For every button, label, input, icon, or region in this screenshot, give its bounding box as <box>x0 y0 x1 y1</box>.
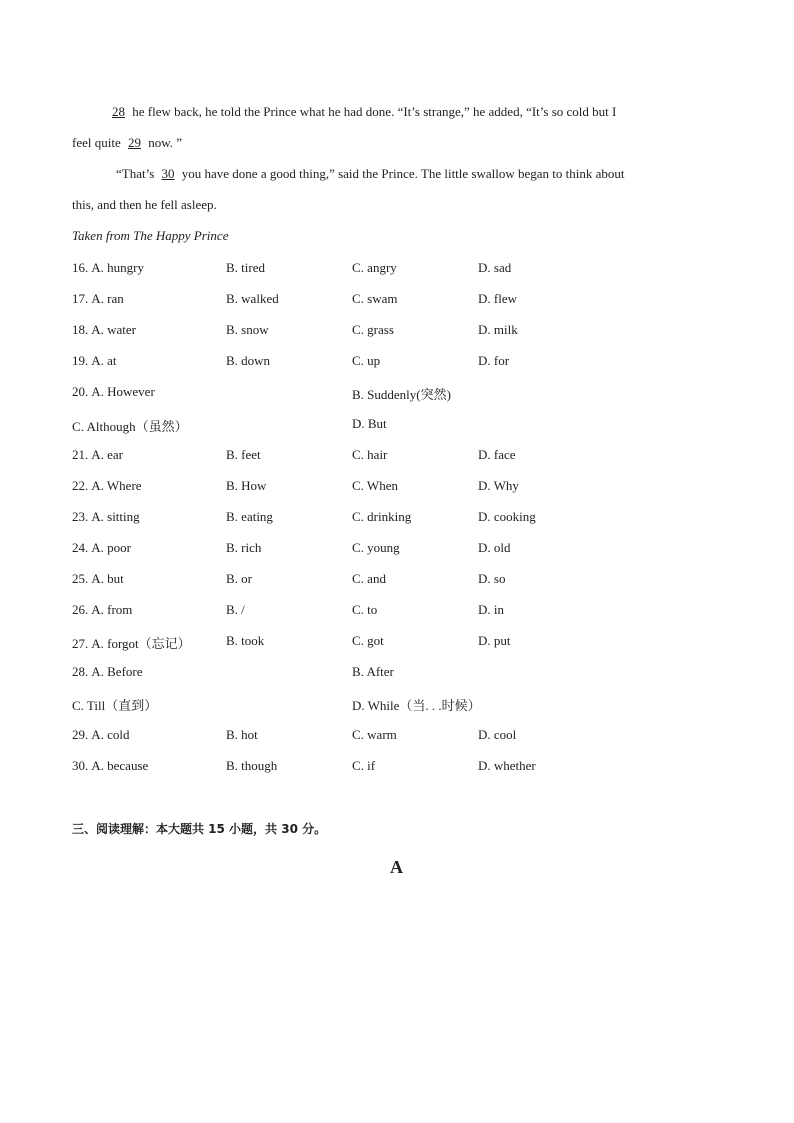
question-25-option-d: D. so <box>478 571 506 586</box>
question-29-option-c: C. warm <box>352 727 397 742</box>
option-a: A. cold <box>91 727 130 742</box>
question-number: 18. <box>72 322 89 337</box>
question-29-option-a <box>72 727 130 743</box>
question-number: 17. <box>72 291 89 306</box>
question-number: 23. <box>72 509 89 524</box>
passage-line-4: this, and then he fell asleep. <box>72 197 217 212</box>
question-27-option-c: C. got <box>352 633 384 648</box>
option-a: A. ran <box>91 291 124 306</box>
blank-30: 30 <box>161 166 175 181</box>
question-19-option-c: C. up <box>352 353 381 368</box>
question-number: 19. <box>72 353 89 368</box>
question-number: 27. <box>72 636 89 651</box>
question-number: 28. <box>72 664 89 679</box>
question-27-option-d: D. put <box>478 633 511 648</box>
passage-line-3: “That’s 30 you have done a good thing,” said the Prince. The little swallow began to think about <box>116 166 625 181</box>
question-21-option-c: C. hair <box>352 447 388 462</box>
passage-line-2: feel quite 29 now. ” <box>72 135 183 150</box>
passage-line-1: 28 he flew back, he told the Prince what he had done. “It’s strange,” he added, “It’s so cold but I <box>108 104 616 120</box>
question-24-option-b: B. rich <box>226 540 262 555</box>
option-a: A. Before <box>91 664 143 679</box>
question-number: 24. <box>72 540 89 555</box>
option-a: A. water <box>91 322 137 337</box>
question-24-option-a <box>72 540 131 556</box>
blank-28: 28 <box>112 104 125 119</box>
question-number: 20. <box>72 384 89 399</box>
question-26-option-a <box>72 602 132 618</box>
question-17-option-b: B. walked <box>226 291 279 306</box>
option-a: A. ear <box>91 447 124 462</box>
passage-source: Taken from The Happy Prince <box>72 228 229 243</box>
question-21-option-b: B. feet <box>226 447 261 462</box>
question-17-option-a <box>72 291 124 307</box>
option-a: A. but <box>91 571 124 586</box>
question-16-option-b: B. tired <box>226 260 265 275</box>
question-26-option-d: D. in <box>478 602 504 617</box>
question-28-option-c: C. Till（直到） <box>72 698 158 713</box>
question-25-option-b: B. or <box>226 571 252 586</box>
section-title: 三、阅读理解：本大题共 15 小题，共 30 分。 <box>72 822 327 836</box>
question-18-option-d: D. milk <box>478 322 518 337</box>
question-19-option-d: D. for <box>478 353 510 368</box>
question-18-option-a <box>72 322 136 338</box>
question-23-option-a <box>72 509 140 525</box>
option-a: A. because <box>91 758 149 773</box>
question-29-option-b: B. hot <box>226 727 258 742</box>
question-25-option-a <box>72 571 124 587</box>
question-17-option-c: C. swam <box>352 291 398 306</box>
question-19-option-b: B. down <box>226 353 271 368</box>
question-26-option-c: C. to <box>352 602 378 617</box>
option-a: A. Where <box>91 478 142 493</box>
question-21-option-a <box>72 447 123 463</box>
question-26-option-b: B. / <box>226 602 245 617</box>
question-29-option-d: D. cool <box>478 727 517 742</box>
question-17-option-d: D. flew <box>478 291 517 306</box>
question-22-option-c: C. When <box>352 478 398 493</box>
question-30-option-a <box>72 758 148 774</box>
question-20-option-a <box>72 384 155 400</box>
question-20-option-c: C. Although（虽然） <box>72 419 188 434</box>
question-16-option-a <box>72 260 144 276</box>
question-number: 22. <box>72 478 89 493</box>
question-23-option-d: D. cooking <box>478 509 536 524</box>
question-20-option-b: B. Suddenly(突然) <box>352 387 451 402</box>
question-number: 26. <box>72 602 89 617</box>
option-a: A. from <box>91 602 133 617</box>
option-a: A. However <box>91 384 155 399</box>
question-25-option-c: C. and <box>352 571 386 586</box>
question-28-option-d: D. While（当. . .时候） <box>352 698 481 713</box>
question-16-option-c: C. angry <box>352 260 397 275</box>
passage-a-heading: A <box>390 857 403 877</box>
question-30-option-b: B. though <box>226 758 278 773</box>
question-24-option-d: D. old <box>478 540 511 555</box>
question-23-option-c: C. drinking <box>352 509 412 524</box>
option-a: A. hungry <box>91 260 144 275</box>
option-a: A. poor <box>91 540 131 555</box>
question-19-option-a <box>72 353 117 369</box>
question-23-option-b: B. eating <box>226 509 273 524</box>
question-number: 30. <box>72 758 89 773</box>
question-18-option-b: B. snow <box>226 322 269 337</box>
question-27-option-b: B. took <box>226 633 265 648</box>
question-number: 21. <box>72 447 89 462</box>
question-22-option-d: D. Why <box>478 478 519 493</box>
question-20-option-d: D. But <box>352 416 387 431</box>
question-27-option-a <box>72 633 191 652</box>
question-21-option-d: D. face <box>478 447 516 462</box>
blank-29: 29 <box>127 135 141 150</box>
question-number: 25. <box>72 571 89 586</box>
question-30-option-d: D. whether <box>478 758 536 773</box>
question-22-option-a <box>72 478 142 494</box>
question-22-option-b: B. How <box>226 478 267 493</box>
option-a: A. forgot（忘记） <box>91 636 191 651</box>
question-28-option-a <box>72 664 143 680</box>
question-28-option-b: B. After <box>352 664 394 679</box>
question-number: 29. <box>72 727 89 742</box>
question-18-option-c: C. grass <box>352 322 394 337</box>
option-a: A. sitting <box>91 509 140 524</box>
question-24-option-c: C. young <box>352 540 400 555</box>
question-16-option-d: D. sad <box>478 260 512 275</box>
option-a: A. at <box>91 353 117 368</box>
question-number: 16. <box>72 260 89 275</box>
question-30-option-c: C. if <box>352 758 376 773</box>
